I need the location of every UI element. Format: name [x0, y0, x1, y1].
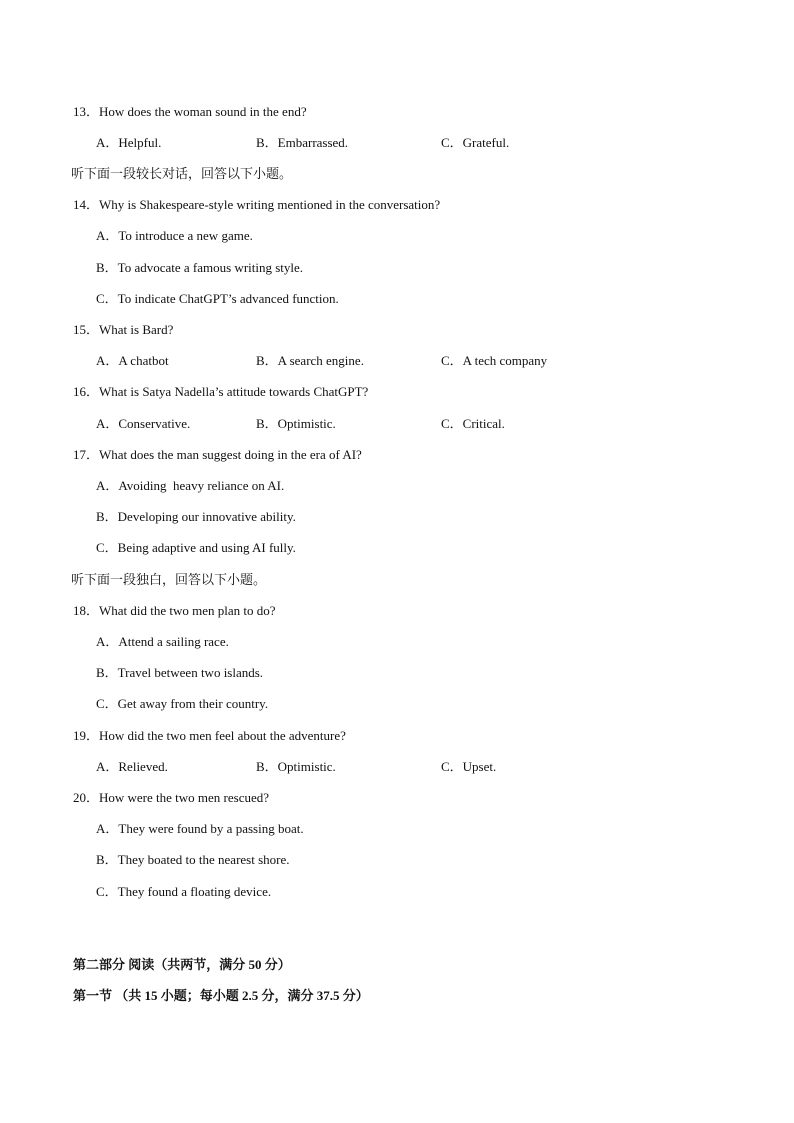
question-18-option-a: A．Attend a sailing race. [96, 634, 229, 649]
directions-monologue: 听下面一段独白，回答以下小题。 [71, 572, 267, 587]
question-13-option-b: B．Embarrassed. [256, 135, 349, 150]
question-18-option-c: C．Get away from their country. [96, 696, 269, 711]
question-14-option-a: A．To introduce a new game. [96, 228, 253, 243]
question-16-option-c: C．Critical. [441, 416, 505, 431]
question-19-option-a: A．Relieved. [96, 759, 168, 774]
question-15-option-b: B．A search engine. [256, 353, 364, 368]
question-14-option-b: B．To advocate a famous writing style. [96, 260, 304, 275]
question-20-option-c: C．They found a floating device. [96, 884, 272, 899]
question-13-stem: 13．How does the woman sound in the end? [73, 104, 307, 119]
question-19-option-c: C．Upset. [441, 759, 497, 774]
question-16-stem: 16．What is Satya Nadella’s attitude towards ChatGPT? [73, 384, 369, 399]
question-19-option-b: B．Optimistic. [256, 759, 336, 774]
question-20-option-b: B．They boated to the nearest shore. [96, 852, 290, 867]
question-20-option-a: A．They were found by a passing boat. [96, 821, 304, 836]
question-16-option-b: B．Optimistic. [256, 416, 336, 431]
question-17-option-c: C．Being adaptive and using AI fully. [96, 540, 296, 555]
question-14-stem: 14．Why is Shakespeare-style writing mentioned in the conversation? [73, 197, 441, 212]
question-15-stem: 15．What is Bard? [73, 322, 174, 337]
question-13-option-a: A．Helpful. [96, 135, 162, 150]
question-17-stem: 17．What does the man suggest doing in the era of AI? [73, 447, 362, 462]
question-20-stem: 20．How were the two men rescued? [73, 790, 270, 805]
question-18-option-b: B．Travel between two islands. [96, 665, 264, 680]
question-13-option-c: C．Grateful. [441, 135, 510, 150]
question-15-option-c: C．A tech company [441, 353, 548, 368]
question-17-option-b: B．Developing our innovative ability. [96, 509, 296, 524]
question-16-option-a: A．Conservative. [96, 416, 191, 431]
question-19-stem: 19．How did the two men feel about the adventure? [73, 728, 346, 743]
question-18-stem: 18．What did the two men plan to do? [73, 603, 276, 618]
part-1-heading: 第一节 （共 15 小题；每小题 2.5 分，满分 37.5 分） [73, 988, 369, 1003]
directions-long-dialogue: 听下面一段较长对话，回答以下小题。 [71, 166, 293, 181]
question-15-option-a: A．A chatbot [96, 353, 169, 368]
question-17-option-a: A．Avoiding heavy reliance on AI. [96, 478, 285, 493]
question-14-option-c: C．To indicate ChatGPT’s advanced function. [96, 291, 339, 306]
section-2-heading: 第二部分 阅读（共两节，满分 50 分） [73, 957, 291, 972]
